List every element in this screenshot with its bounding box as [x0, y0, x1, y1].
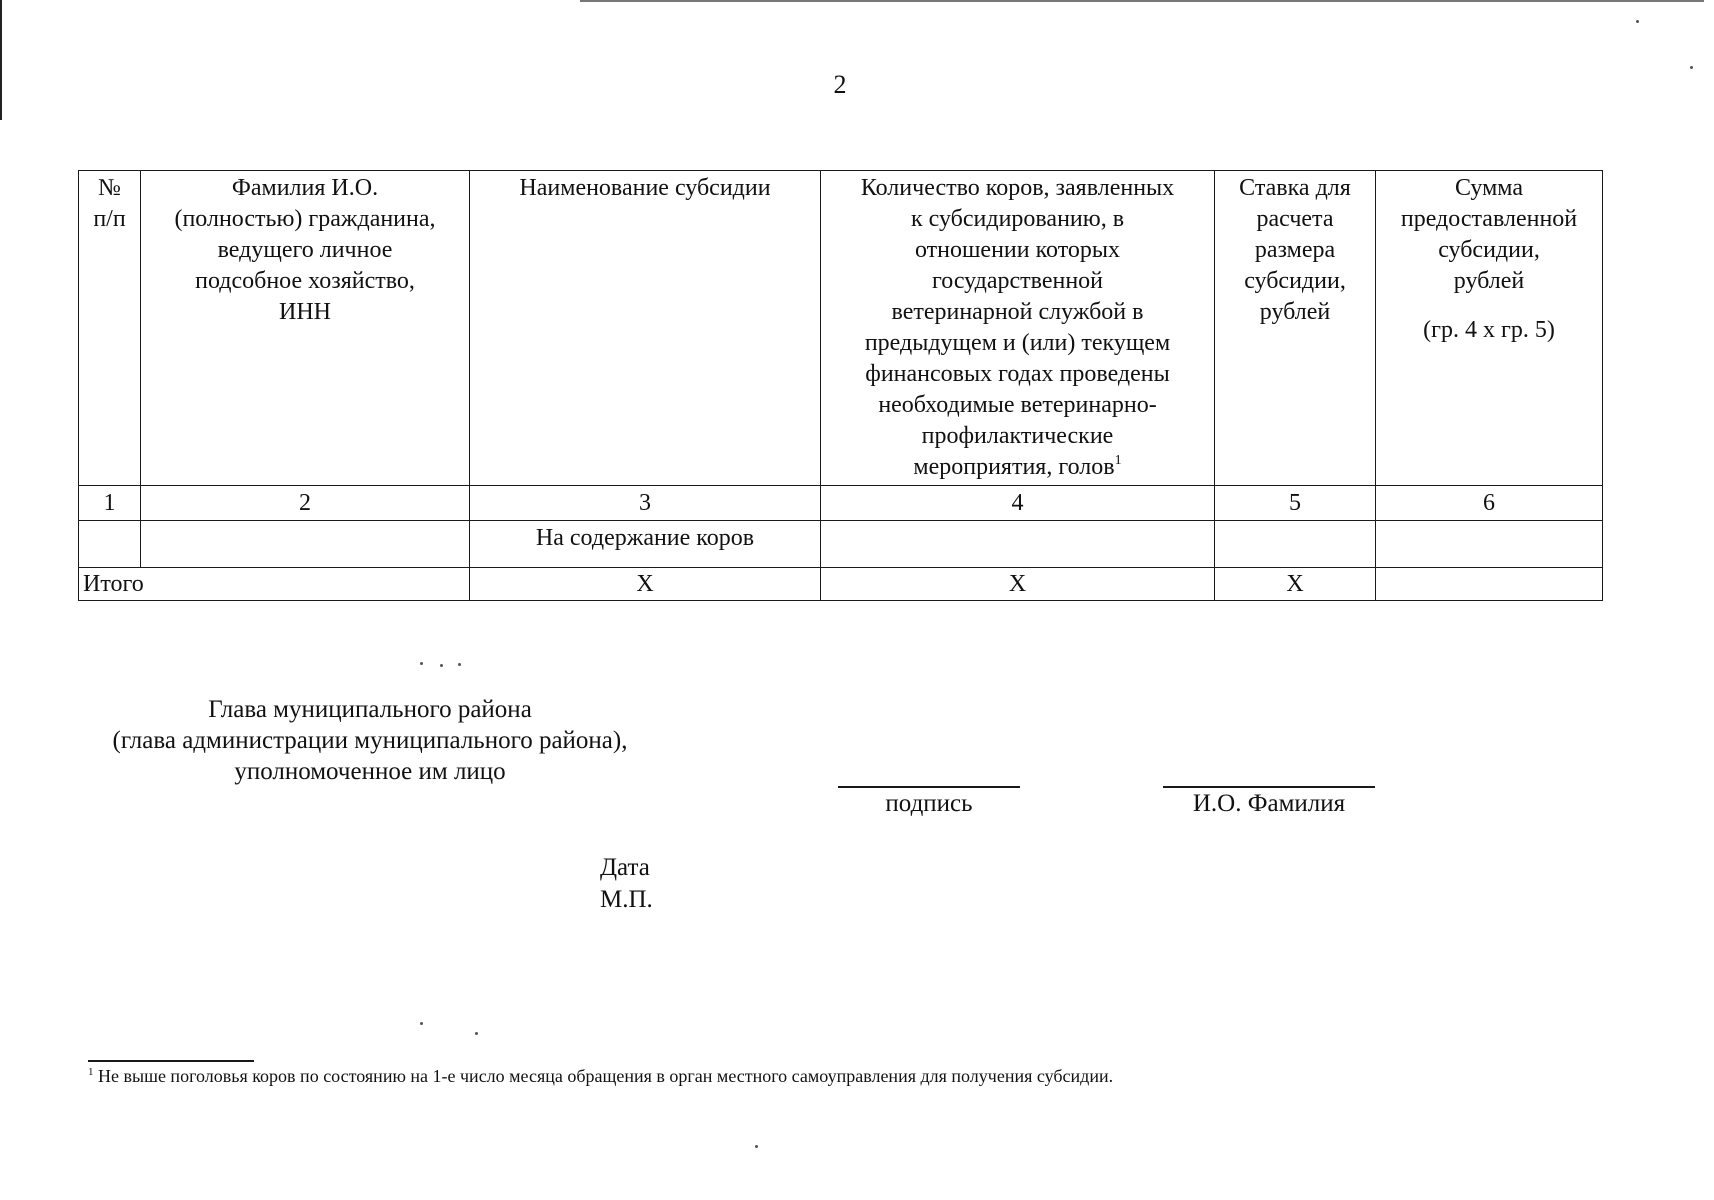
column-number: 3 — [470, 486, 821, 521]
scan-speck — [475, 1032, 478, 1035]
header-cell-cow-count: Количество коров, заявленных к субсидированию, в отношении которых государственной ветеринарной службой в предыдущем и (или) текущем финансовых годах проведены необходимые ветеринарно- профилактические мероприятия, голов$^1$ — [821, 171, 1215, 486]
signer-line: Глава муниципального района — [208, 696, 532, 723]
column-number-row — [79, 486, 1603, 521]
scan-left-edge — [0, 0, 2, 120]
header-cell-rate: Ставка для расчета размера субсидии, рублей — [1215, 171, 1376, 486]
signer-line: (глава администрации муниципального района), — [112, 727, 628, 754]
scan-speck — [1690, 66, 1693, 69]
scan-speck — [440, 664, 443, 667]
scan-speck — [420, 662, 423, 665]
footnote — [88, 1066, 1113, 1087]
scan-top-rule — [580, 0, 1704, 2]
header-cell-citizen: Фамилия И.О. (полностью) гражданина, ведущего личное подсобное хозяйство, ИНН — [141, 171, 470, 486]
scan-speck — [420, 1022, 423, 1025]
header-footnote-mark: 1 — [1114, 453, 1122, 468]
footnote-text: Не выше поголовья коров по состоянию на 1-е число месяца обращения в орган местного самоуправления для получения субсидии. — [98, 1066, 1114, 1086]
total-label: Итого — [79, 568, 470, 601]
date-label: Дата — [600, 854, 650, 881]
signer-line: уполномоченное им лицо — [234, 758, 506, 785]
signature-line — [838, 786, 1020, 788]
column-number: 5 — [1215, 486, 1376, 521]
header-cell-subsidy-name: Наименование субсидии — [470, 171, 821, 486]
scan-speck — [458, 663, 461, 666]
page-number: 2 — [833, 70, 847, 99]
column-number: 4 — [821, 486, 1215, 521]
table-header-row — [79, 171, 1603, 486]
subsidy-name-cell: На содержание коров — [470, 521, 821, 568]
scan-speck — [1636, 20, 1639, 23]
empty-cell — [79, 521, 141, 568]
name-label: И.О. Фамилия — [1192, 790, 1346, 817]
scan-speck — [755, 1145, 758, 1148]
signer-title — [80, 694, 660, 787]
subsidy-table — [78, 170, 1603, 601]
empty-cell — [1376, 521, 1603, 568]
total-cell-x: Х — [1215, 568, 1376, 601]
empty-cell — [821, 521, 1215, 568]
table-row — [79, 521, 1603, 568]
footnote-mark: 1 — [88, 1066, 94, 1078]
footnote-rule — [88, 1060, 254, 1062]
total-cell-amount — [1376, 568, 1603, 601]
stamp-label: М.П. — [600, 886, 653, 913]
empty-cell — [141, 521, 470, 568]
name-line — [1163, 786, 1375, 788]
total-row — [79, 568, 1603, 601]
column-number: 2 — [141, 486, 470, 521]
total-cell-x: Х — [821, 568, 1215, 601]
empty-cell — [1215, 521, 1376, 568]
column-number: 1 — [79, 486, 141, 521]
header-formula: (гр. 4 х гр. 5) — [1423, 317, 1555, 343]
date-block — [600, 852, 653, 916]
column-number: 6 — [1376, 486, 1603, 521]
total-cell-x: Х — [470, 568, 821, 601]
signature-label: подпись — [885, 790, 973, 817]
header-cell-amount: Сумма предоставленной субсидии, рублей (гр. 4 х гр. 5) — [1376, 171, 1603, 486]
header-cell-number: № п/п — [79, 171, 141, 486]
